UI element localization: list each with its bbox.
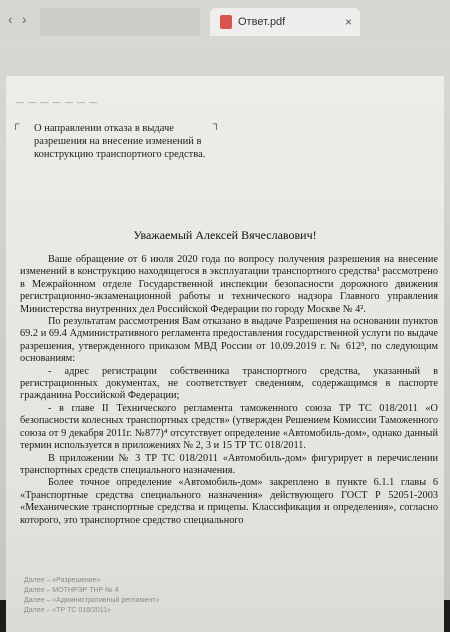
pdf-page (6, 76, 444, 632)
letter-body (20, 254, 438, 527)
footnote: Далее – «Административный регламент» (24, 597, 160, 604)
tab-inactive[interactable] (40, 8, 200, 36)
paragraph: - в главе II Технического регламента таможенного союза ТР ТС 018/2011 «О безопасности колесных транспортных средств» (утвержден Решением Комиссии Таможенного союза от 9 декабря 2011г. №877)⁴ отсутствует определение «Автомобиль-дом», однако данный термин используется в приложениях № 2, 3 и 15 ТР ТС 018/2011. (20, 402, 438, 452)
paragraph: В приложении № 3 ТР ТС 018/2011 «Автомобиль-дом» фигурирует в перечислении транспортных средств специального назначения. (20, 452, 438, 476)
salutation: Уважаемый Алексей Вячеславович! (133, 228, 317, 242)
subject-text: О направлении отказа в выдаче разрешения на внесение изменений в конструкцию транспортного средства. (34, 123, 206, 160)
footnotes (24, 576, 159, 616)
paragraph: По результатам рассмотрения Вам отказано в выдаче Разрешения на основании пунктов 69.2 и 69.4 Административного регламента предоставления государственной услуги по выдаче разрешения, утвержденного приказом МВД России от 10.09.2019 г. № 612³, по следующим основаниям: (20, 316, 438, 365)
footnote: Далее – МОТНРЭР ТНР № 4 (24, 587, 119, 594)
tab-label: Ответ.pdf (238, 16, 286, 28)
letter-subject (12, 119, 220, 161)
forward-arrow-icon[interactable]: › (22, 11, 27, 27)
paragraph: Более точное определение «Автомобиль-дом» закреплено в пункте 6.1.1 главы 6 «Транспортные средства специального назначения» действующего ГОСТ Р 52051-2003 «Механические транспортные средства и прицепы. Классификация и определения», согласно которого, это транспортное средство специального (20, 477, 438, 526)
footnote: Далее – «ТР ТС 018/2011» (24, 607, 111, 614)
footnote: Далее – «Разрешение» (24, 577, 101, 584)
corner-mark-left: ┌ (12, 119, 20, 130)
corner-mark-right: ┐ (212, 119, 220, 130)
letter-header-stub: — — — — — — — (16, 98, 99, 107)
paragraph: - адрес регистрации собственника транспортного средства, указанный в регистрационных документах, не соответствует сведениям, содержащимся в паспорте гражданина Российской Федерации; (20, 365, 438, 402)
back-arrow-icon[interactable]: ‹ (8, 11, 13, 27)
pdf-viewer[interactable] (0, 36, 450, 614)
tab-answer-pdf[interactable] (210, 8, 360, 36)
close-tab-icon[interactable]: × (344, 15, 352, 29)
pdf-file-icon (220, 15, 232, 29)
browser-tab-bar (0, 0, 450, 36)
paragraph: Ваше обращение от 6 июля 2020 года по вопросу получения разрешения на внесение изменений в конструкцию находящегося в эксплуатации транспортного средства¹ рассмотрено в Межрайонном отделе Государственной инспекции безопасности дорожного движения регистрационно-экзаменационной работы и технического надзора Главного управления Министерства внутренних дел Российской Федерации по городу Москве № 4². (20, 254, 438, 315)
